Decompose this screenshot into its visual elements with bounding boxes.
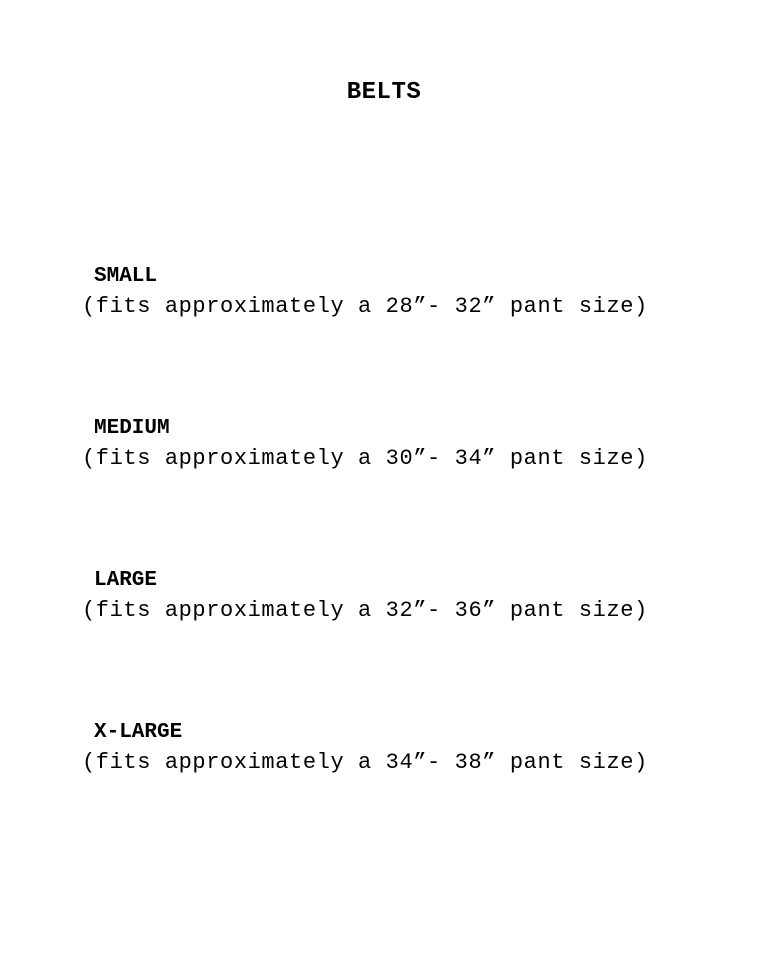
page-title: BELTS <box>346 79 422 106</box>
size-name: X-LARGE <box>94 721 183 744</box>
size-entry-large <box>82 568 722 624</box>
size-entry-medium <box>82 416 722 472</box>
size-description: (fits approximately a 28”- 32” pant size) <box>82 294 648 319</box>
size-name: LARGE <box>94 569 158 592</box>
size-description: (fits approximately a 34”- 38” pant size) <box>82 750 648 775</box>
size-name: SMALL <box>94 265 158 288</box>
size-entry-small <box>82 264 722 320</box>
size-description: (fits approximately a 32”- 36” pant size) <box>82 598 648 623</box>
size-name: MEDIUM <box>94 417 170 440</box>
size-entry-x-large <box>82 720 722 776</box>
size-description: (fits approximately a 30”- 34” pant size) <box>82 446 648 471</box>
